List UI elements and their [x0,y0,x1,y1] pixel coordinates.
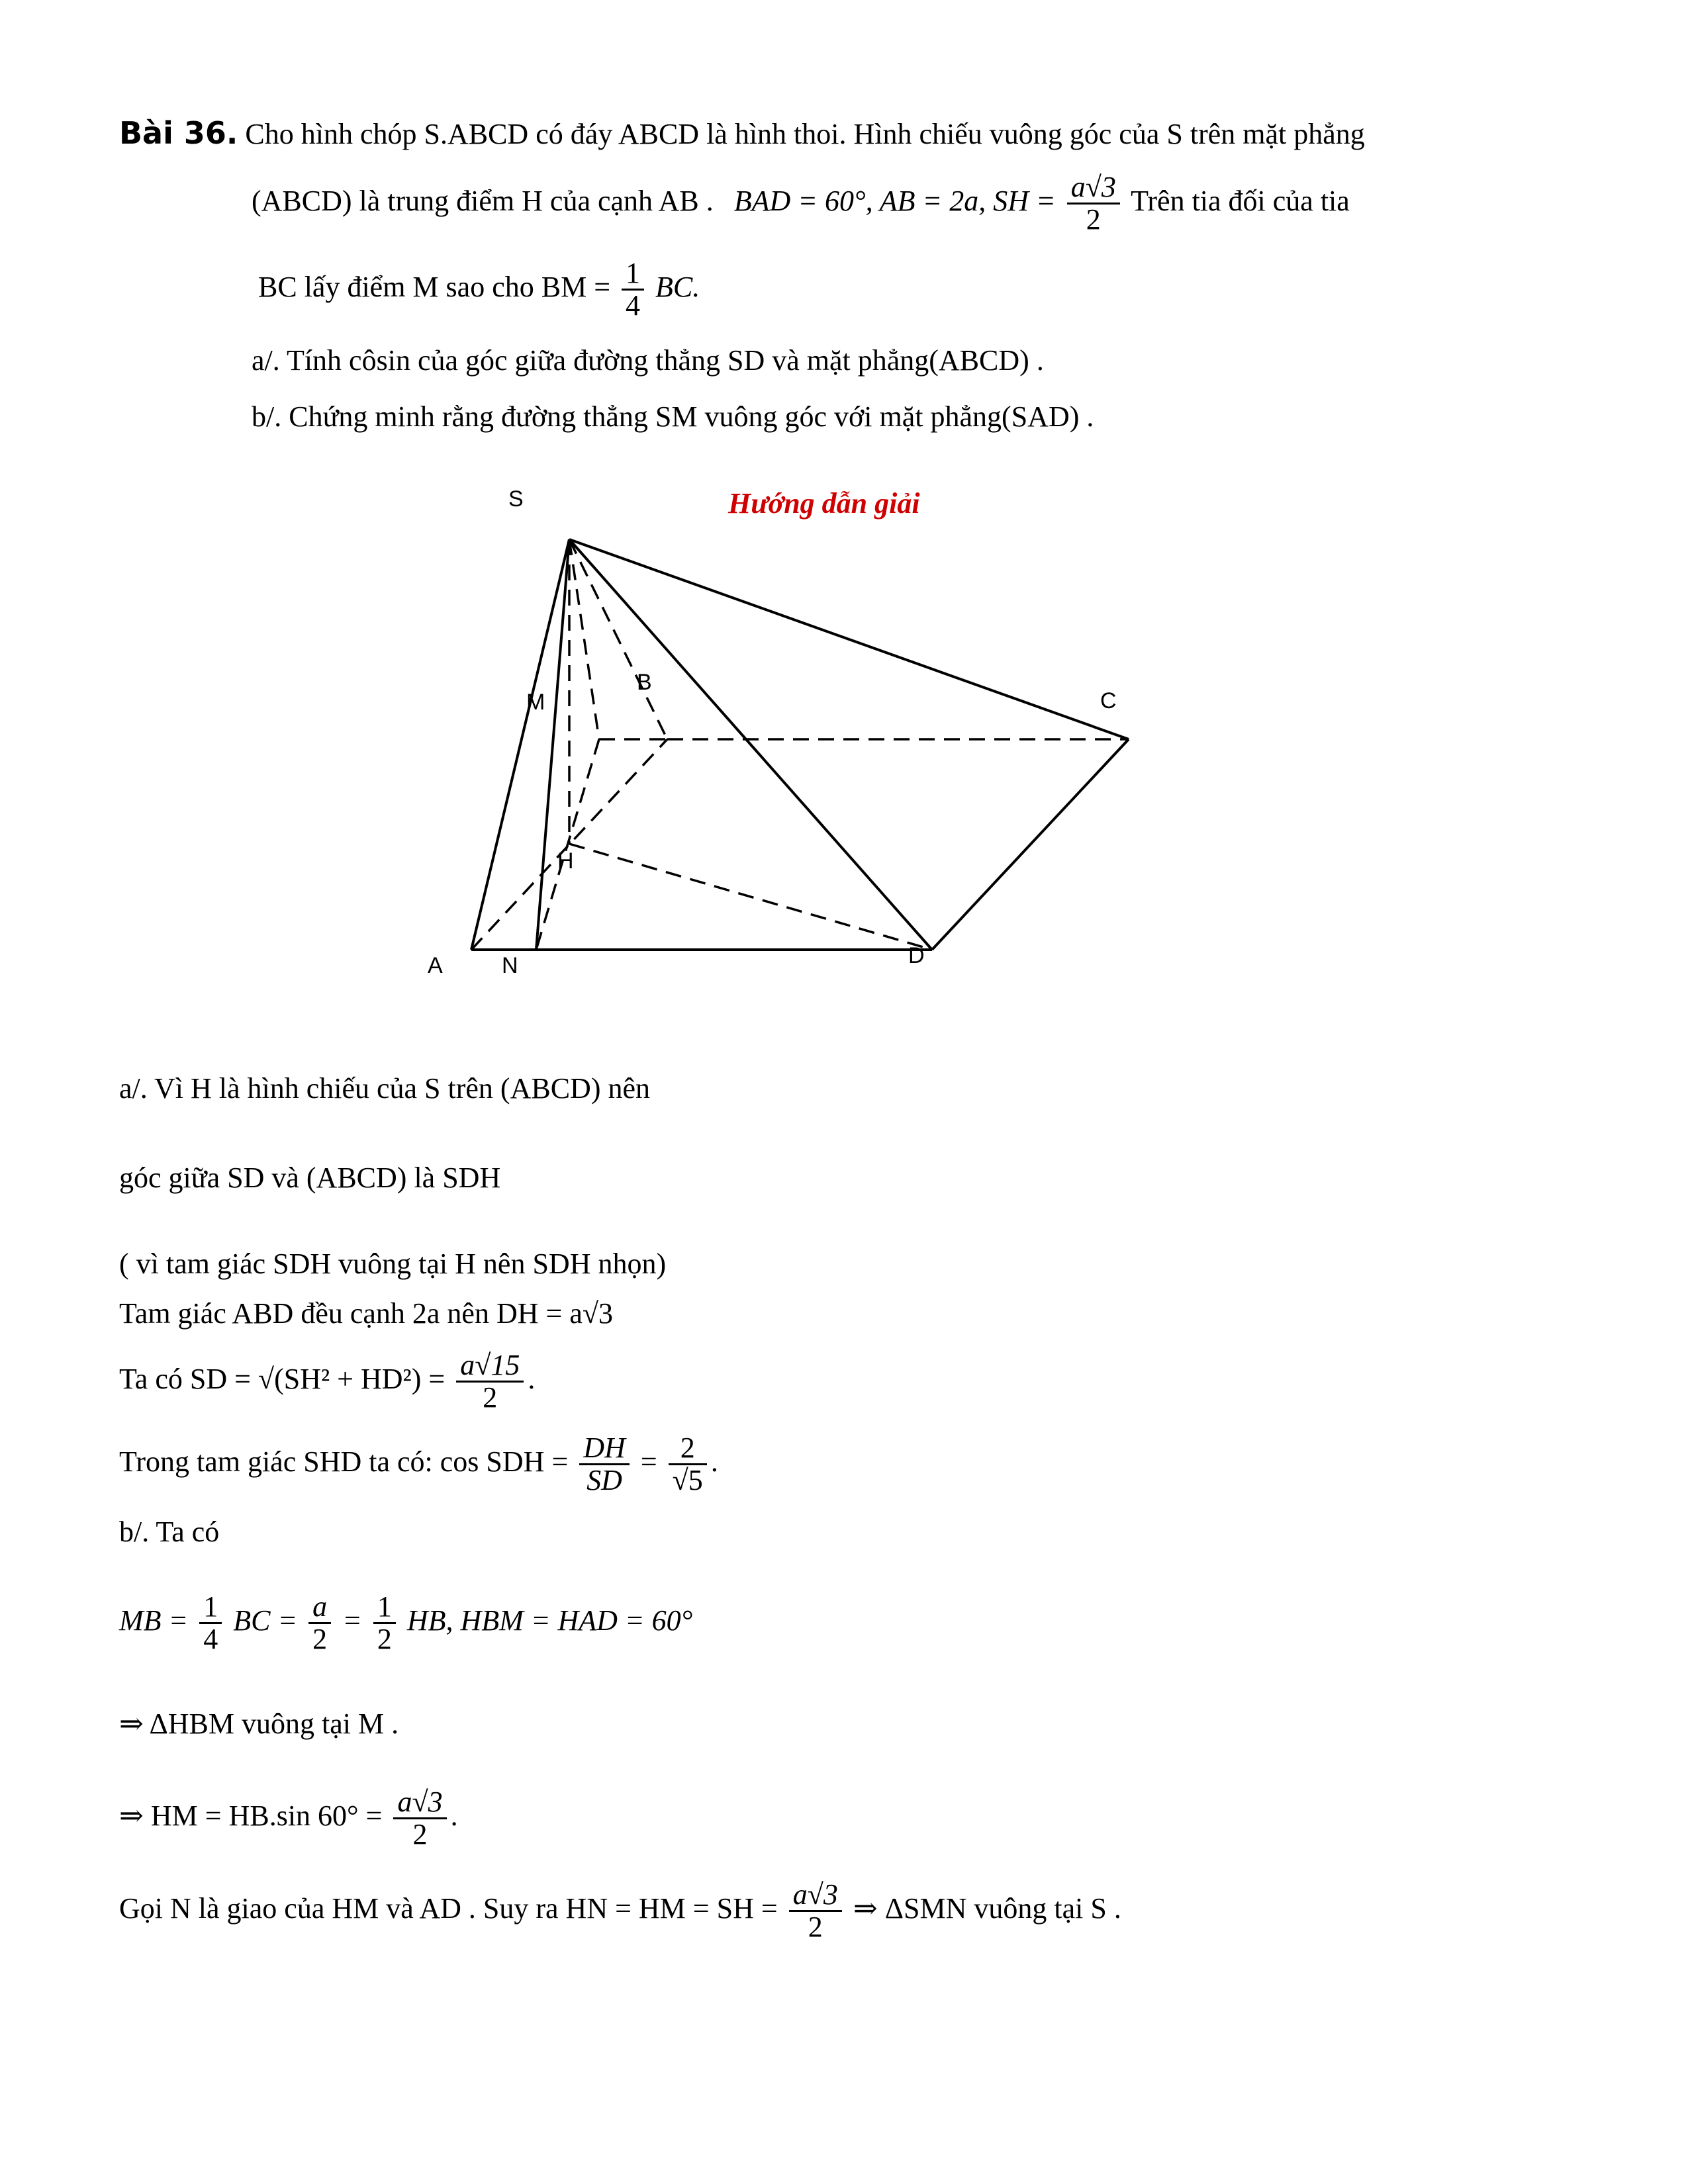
label-M: M [526,690,545,715]
fraction-8-a: a [308,1592,331,1624]
edge-DC [932,739,1129,950]
fraction-dh-sd [579,1433,630,1496]
solution-line-11 [119,1880,1121,1942]
fraction-sd [456,1350,524,1413]
problem-text-2a: (ABCD) là trung điểm H của cạnh AB . [252,184,714,217]
problem-text-3a: BC lấy điểm M sao cho BM = [258,270,611,303]
fraction-8-half [373,1592,396,1655]
label-N: N [502,953,518,978]
label-A: A [428,953,443,978]
label-D: D [908,943,925,968]
fraction-8-half-num: 1 [373,1592,396,1624]
solution-text-5a: Ta có SD = √(SH² + HD²) = [119,1362,445,1395]
fraction-8-two: 2 [312,1623,328,1656]
fraction-quarter-num: 1 [622,258,644,291]
problem-text-2b: BAD = 60°, AB = 2a, SH = [733,184,1056,217]
problem-text-3b: BC. [655,270,700,303]
edge-SN [536,539,569,950]
fraction-sh-num: a√3 [1067,172,1120,205]
fraction-8-a2 [308,1592,331,1655]
fraction-hn [789,1880,842,1942]
problem-text-1: Cho hình chóp S.ABCD có đáy ABCD là hình thoi. Hình chiếu vuông góc của S trên mặt phẳng [245,118,1365,150]
edge-SD [569,539,932,950]
solution-text-8c: = [342,1604,362,1637]
solution-text-8b: BC = [233,1604,298,1637]
solution-text-11b: ⇒ ΔSMN vuông tại S . [853,1891,1121,1925]
fraction-dh: DH [579,1433,630,1465]
solution-text-10a: ⇒ HM = HB.sin 60° = [119,1799,383,1832]
solution-line-2: góc giữa SD và (ABCD) là SDH [119,1161,501,1194]
fraction-8-four: 4 [203,1623,218,1656]
question-a: a/. Tính côsin của góc giữa đường thẳng SD và mặt phẳng(ABCD) . [252,344,1044,377]
fraction-8-quarter [199,1592,222,1655]
fraction-hm-num: a√3 [393,1787,446,1819]
problem-line-3 [258,258,700,321]
fraction-sqrt5: √5 [672,1464,703,1497]
solution-text-8a: MB = [119,1604,189,1637]
solution-line-9: ⇒ ΔHBM vuông tại M . [119,1707,399,1740]
segment-HD [569,844,932,950]
fraction-sd-den: 2 [483,1381,498,1414]
fraction-8-one: 1 [199,1592,222,1624]
solution-heading: Hướng dẫn giải [728,487,920,520]
pyramid-figure [397,477,1192,979]
problem-label: Bài 36. [119,115,238,151]
solution-line-10: ⇒ HM = HB.sin 60° = $\frac{a√3}{2}$ . [119,1786,458,1851]
fraction-sd-num: a√15 [456,1350,524,1383]
solution-text-8d: HB, HBM = HAD = 60° [406,1604,693,1637]
fraction-sh [1067,172,1120,235]
label-B: B [637,670,652,695]
question-b: b/. Chứng minh rằng đường thẳng SM vuông góc với mặt phẳng(SAD) . [252,400,1094,433]
solution-text-6a: Trong tam giác SHD ta có: cos SDH = [119,1445,569,1478]
label-S: S [508,486,524,512]
solution-line-6: Trong tam giác SHD ta có: cos SDH = $\frac{DH}{SD}$ = $\frac{2}{√5}$ . [119,1432,718,1497]
fraction-hm [393,1787,446,1850]
solution-line-1: a/. Vì H là hình chiếu của S trên (ABCD) nên [119,1072,651,1105]
solution-line-5: Ta có SD = √(SH² + HD²) = $\frac{a√15}{2}$ . [119,1349,536,1414]
solution-line-4: Tam giác ABD đều cạnh 2a nên DH = a√3 [119,1297,614,1330]
solution-text-11a: Gọi N là giao của HM và AD . Suy ra HN = HM = SH = [119,1891,778,1925]
fraction-8-half-den: 2 [377,1623,392,1656]
label-H: H [557,848,574,874]
label-C: C [1100,688,1117,713]
problem-line-1 [119,116,1365,152]
fraction-sh-den: 2 [1086,203,1101,236]
solution-line-8 [119,1592,692,1655]
fraction-2-sqrt5 [669,1433,707,1496]
fraction-quarter-den: 4 [626,289,641,322]
solution-line-7: b/. Ta có [119,1516,220,1548]
fraction-2: 2 [669,1433,707,1465]
fraction-hn-num: a√3 [789,1880,842,1912]
fraction-quarter [622,258,644,321]
problem-line-2 [252,172,1350,235]
fraction-hm-den: 2 [412,1818,428,1851]
problem-text-2c: Trên tia đối của tia [1131,184,1350,217]
solution-line-3: ( vì tam giác SDH vuông tại H nên SDH nhọn) [119,1248,667,1280]
fraction-hn-den: 2 [808,1911,823,1944]
fraction-sd-den2: SD [586,1464,622,1497]
